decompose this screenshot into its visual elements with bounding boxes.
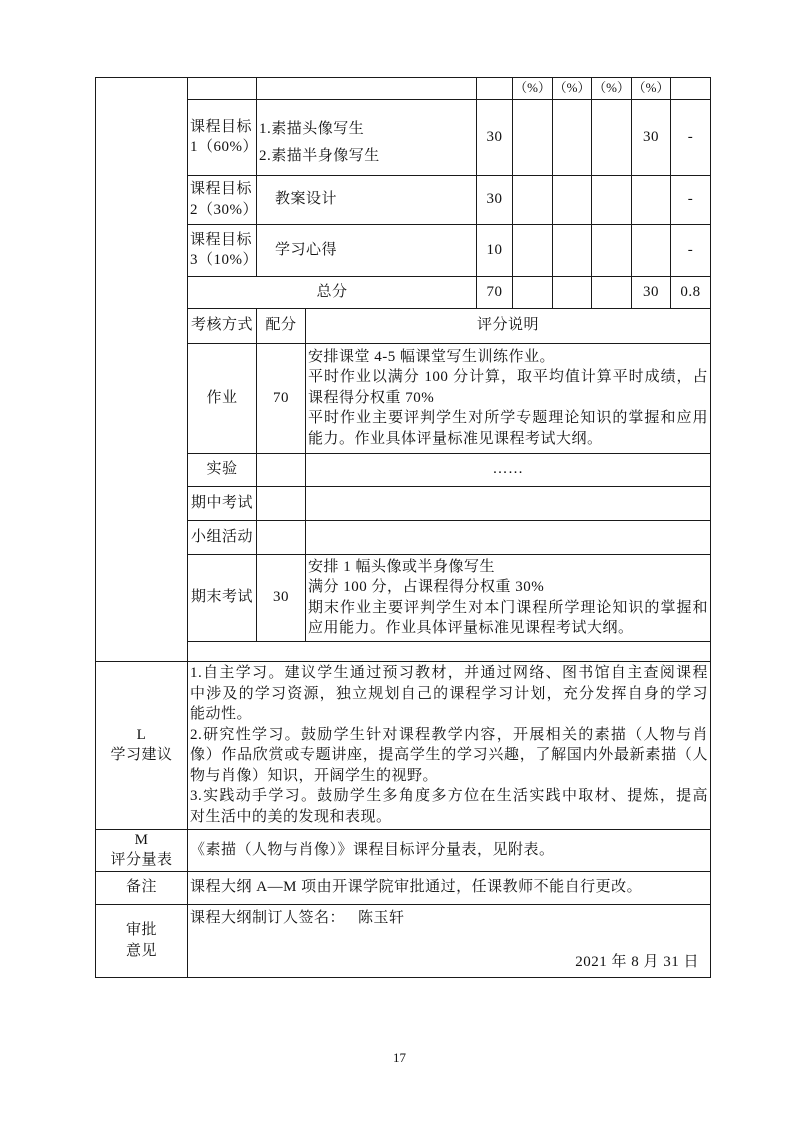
text-line: 平时作业主要评判学生对所学专题理论知识的掌握和应用 bbox=[308, 410, 708, 427]
total-label: 总分 bbox=[188, 276, 477, 308]
objective-header-cell bbox=[188, 78, 257, 100]
rubric-row bbox=[96, 829, 711, 871]
text-line: 安排课堂 4-5 幅课堂写生训练作业。 bbox=[308, 348, 555, 365]
signer-name: 陈玉轩 bbox=[358, 909, 405, 926]
assessment-description-header: 评分说明 bbox=[306, 308, 711, 343]
text-line: 平时作业以满分 100 分计算，取平均值计算平时成绩，占 bbox=[308, 369, 708, 386]
text-line: 学习建议 bbox=[110, 747, 173, 763]
text-line: 安排 1 幅头像或半身像写生 bbox=[308, 558, 496, 575]
text-line: 对生活中的美的发现和表现。 bbox=[190, 808, 392, 825]
text-line: 应用能力。作业具体评量标准见课程考试大纲。 bbox=[308, 620, 634, 636]
text-line: 2（30%） bbox=[190, 201, 258, 218]
learning-advice-text bbox=[188, 661, 711, 829]
score-cell: 30 bbox=[477, 175, 513, 224]
score-cell bbox=[592, 175, 632, 224]
objective-row bbox=[96, 99, 711, 175]
assessment-row-experiment bbox=[96, 453, 711, 486]
assessment-description bbox=[306, 343, 711, 453]
assessment-method-header: 考核方式 bbox=[188, 308, 257, 343]
score-cell bbox=[592, 99, 632, 175]
text-line: 中涉及的学习资源，独立规划自己的课程学习计划，充分发挥自身的学习 bbox=[190, 685, 708, 702]
assessment-method: 实验 bbox=[188, 453, 257, 486]
text-line: 3.实践动手学习。鼓励学生多角度多方位在生活实践中取材、提炼，提高 bbox=[190, 788, 708, 804]
text-line: 3（10%） bbox=[190, 252, 258, 268]
text-line: 教案设计 bbox=[275, 191, 338, 208]
assessment-points: 70 bbox=[257, 343, 306, 453]
score-cell bbox=[553, 224, 592, 276]
text-line: 备注 bbox=[125, 879, 157, 896]
text-line: 课程得分权重 70% bbox=[308, 389, 435, 406]
text-line: L bbox=[136, 726, 147, 743]
rubric-label bbox=[96, 829, 188, 871]
syllabus-table bbox=[95, 77, 711, 978]
score-cell bbox=[592, 224, 632, 276]
objective-content-cell bbox=[257, 175, 477, 224]
assessment-row-group-activity bbox=[96, 520, 711, 554]
assessment-row-final-exam bbox=[96, 554, 711, 641]
score-cell bbox=[632, 224, 671, 276]
page-number: 17 bbox=[393, 1050, 406, 1065]
objective-content-cell bbox=[257, 99, 477, 175]
total-score-cell bbox=[592, 276, 632, 308]
signature-label: 课程大纲制订人签名： bbox=[190, 909, 346, 926]
text-line: M bbox=[134, 831, 149, 848]
total-score-cell: 30 bbox=[632, 276, 671, 308]
score-cell bbox=[513, 99, 553, 175]
weight-cell: - bbox=[671, 175, 711, 224]
text-line: 1.素描头像写生 bbox=[259, 121, 365, 137]
approval-date: 2021 年 8 月 31 日 bbox=[575, 954, 699, 970]
approval-content-cell bbox=[188, 904, 711, 977]
text-line: 像）作品欣赏或专题讲座，提高学生的学习兴趣，了解国内外最新素描（人 bbox=[190, 747, 708, 763]
assessment-method: 期中考试 bbox=[188, 486, 257, 520]
assessment-method: 小组活动 bbox=[188, 520, 257, 554]
total-score-cell bbox=[513, 276, 553, 308]
text-line: …… bbox=[492, 461, 524, 478]
assessment-method: 作业 bbox=[188, 343, 257, 453]
objectives-total-row bbox=[96, 276, 711, 308]
assessment-points-header: 配分 bbox=[257, 308, 306, 343]
score-cell: 30 bbox=[477, 99, 513, 175]
weight-header-cell bbox=[671, 78, 711, 100]
rubric-text: 《素描（人物与肖像）》课程目标评分量表，见附表。 bbox=[188, 829, 711, 871]
remarks-text: 课程大纲 A—M 项由开课学院审批通过，任课教师不能自行更改。 bbox=[188, 871, 711, 904]
text-line: 课程目标 bbox=[190, 181, 253, 197]
text-line: 期末作业主要评判学生对本门课程所学理论知识的掌握和 bbox=[308, 599, 708, 616]
signature-line bbox=[190, 905, 708, 929]
assessment-points bbox=[257, 520, 306, 554]
assessment-method: 期末考试 bbox=[188, 554, 257, 641]
assessment-section-label-cell bbox=[96, 78, 188, 662]
content-header-cell bbox=[257, 78, 477, 100]
score-header-cell bbox=[477, 78, 513, 100]
objective-content-cell bbox=[257, 224, 477, 276]
objective-label-cell bbox=[188, 175, 257, 224]
score-cell bbox=[632, 175, 671, 224]
percent-header-cell: （%） bbox=[513, 78, 553, 100]
blank-row bbox=[96, 641, 711, 661]
text-line: 2.研究性学习。鼓励学生针对课程教学内容，开展相关的素描（人物与肖 bbox=[190, 726, 708, 743]
score-cell: 10 bbox=[477, 224, 513, 276]
assessment-description bbox=[306, 520, 711, 554]
blank-cell bbox=[188, 641, 711, 661]
score-cell: 30 bbox=[632, 99, 671, 175]
text-line: 2.素描半身像写生 bbox=[259, 148, 380, 164]
score-cell bbox=[513, 224, 553, 276]
text-line: 课程目标 bbox=[190, 118, 253, 135]
text-line: 物与肖像）知识，开阔学生的视野。 bbox=[190, 767, 439, 784]
total-score-cell: 70 bbox=[477, 276, 513, 308]
text-line: 意见 bbox=[125, 942, 157, 959]
objective-row bbox=[96, 175, 711, 224]
assessment-description bbox=[306, 554, 711, 641]
learning-advice-label bbox=[96, 661, 188, 829]
remarks-row bbox=[96, 871, 711, 904]
percent-header-cell: （%） bbox=[592, 78, 632, 100]
weight-cell: - bbox=[671, 99, 711, 175]
text-line: 学习心得 bbox=[275, 241, 338, 258]
text-line: 1.自主学习。建议学生通过预习教材，并通过网络、图书馆自主查阅课程 bbox=[190, 665, 708, 681]
text-line: 1（60%） bbox=[190, 139, 258, 155]
objective-label-cell bbox=[188, 224, 257, 276]
assessment-points bbox=[257, 486, 306, 520]
assessment-row-midterm bbox=[96, 486, 711, 520]
total-score-cell bbox=[553, 276, 592, 308]
score-cell bbox=[513, 175, 553, 224]
percent-header-cell: （%） bbox=[632, 78, 671, 100]
approval-row bbox=[96, 904, 711, 977]
text-line: 满分 100 分，占课程得分权重 30% bbox=[308, 579, 545, 595]
assessment-description bbox=[306, 486, 711, 520]
objectives-header-row bbox=[96, 78, 711, 100]
objective-label-cell bbox=[188, 99, 257, 175]
assessment-header-row bbox=[96, 308, 711, 343]
approval-box bbox=[190, 905, 708, 976]
weight-cell: - bbox=[671, 224, 711, 276]
approval-label bbox=[96, 904, 188, 977]
text-line: 能力。作业具体评量标准见课程考试大纲。 bbox=[308, 430, 603, 447]
total-weight-cell: 0.8 bbox=[671, 276, 711, 308]
assessment-row-homework bbox=[96, 343, 711, 453]
score-cell bbox=[553, 99, 592, 175]
text-line: 审批 bbox=[125, 922, 157, 938]
text-line: 课程目标 bbox=[190, 231, 253, 248]
syllabus-table-body bbox=[96, 78, 711, 978]
assessment-points bbox=[257, 453, 306, 486]
assessment-points: 30 bbox=[257, 554, 306, 641]
score-cell bbox=[553, 175, 592, 224]
learning-advice-row bbox=[96, 661, 711, 829]
percent-header-cell: （%） bbox=[553, 78, 592, 100]
objective-row bbox=[96, 224, 711, 276]
assessment-description bbox=[306, 453, 711, 486]
text-line: 评分量表 bbox=[110, 852, 173, 868]
remarks-label bbox=[96, 871, 188, 904]
text-line: 能动性。 bbox=[190, 706, 253, 722]
